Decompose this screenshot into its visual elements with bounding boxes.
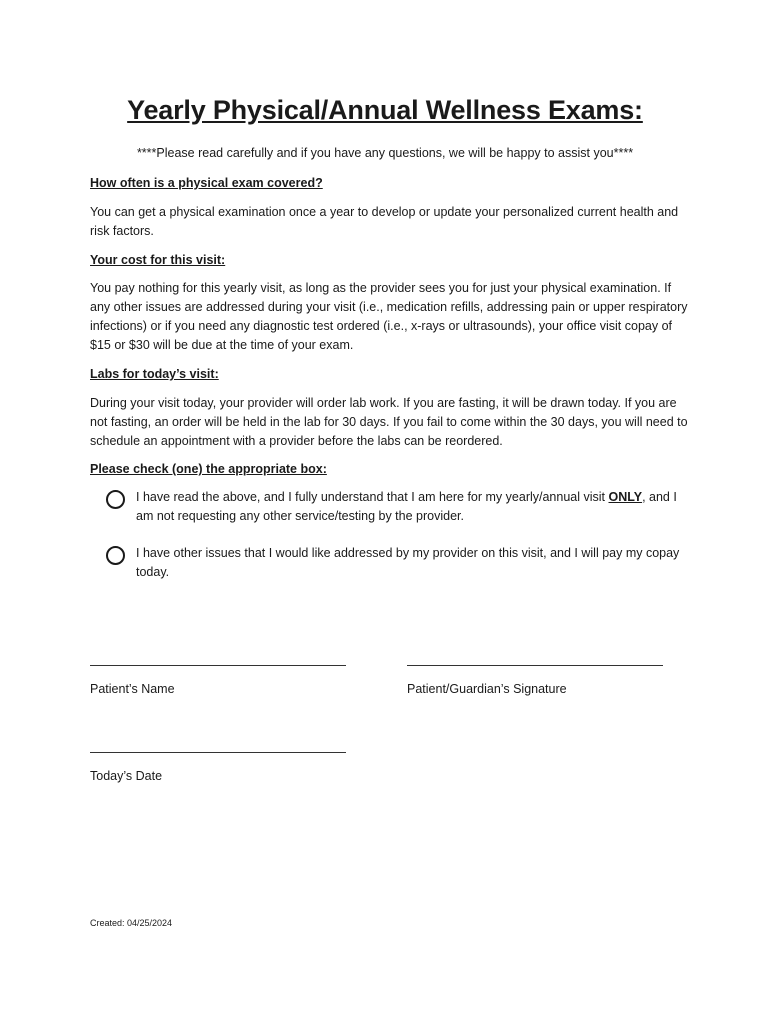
option-other-issues-label: I have other issues that I would like addressed by my provider on this visit, and I will pay my copay today. xyxy=(136,546,680,579)
section-heading-coverage: How often is a physical exam covered? xyxy=(90,176,323,190)
patient-name-line[interactable] xyxy=(90,665,346,666)
option-yearly-only-checkbox[interactable] xyxy=(106,490,125,509)
guardian-signature-label: Patient/Guardian’s Signature xyxy=(407,682,567,696)
checkbox-heading: Please check (one) the appropriate box: xyxy=(90,462,327,476)
intro-note: ****Please read carefully and if you have any questions, we will be happy to assist you**** xyxy=(136,146,634,160)
created-date: Created: 04/25/2024 xyxy=(90,918,173,928)
guardian-signature-line[interactable] xyxy=(407,665,663,666)
only-emphasis: ONLY xyxy=(608,490,643,504)
section-heading-cost: Your cost for this visit: xyxy=(90,253,226,267)
option-yearly-only-label: I have read the above, and I fully understand that I am here for my yearly/annual visit ONLY, and I am not requesting any other service/testing by the provider. xyxy=(136,490,677,523)
patient-name-label: Patient’s Name xyxy=(90,682,175,696)
todays-date-label: Today’s Date xyxy=(90,769,163,783)
section-heading-labs: Labs for today’s visit: xyxy=(90,367,219,381)
option-other-issues-checkbox[interactable] xyxy=(106,546,125,565)
section-body-coverage: You can get a physical examination once a year to develop or update your personalized current health and risk factors. xyxy=(90,205,679,238)
section-body-cost: You pay nothing for this yearly visit, as long as the provider sees you for just your physical examination. If any other issues are addressed during your visit (i.e., medication refills, addressing pain or upper respiratory infections) or if you need any diagnostic test ordered (i.e., x-rays or ultrasounds), your office visit copay of $15 or $30 will be due at the time of your exam. xyxy=(90,281,688,352)
page-title: Yearly Physical/Annual Wellness Exams: xyxy=(127,95,643,125)
todays-date-line[interactable] xyxy=(90,752,346,753)
section-body-labs: During your visit today, your provider will order lab work. If you are fasting, it will be drawn today. If you are not fasting, an order will be held in the lab for 30 days. If you fail to come within the 30 days, you will need to schedule an appointment with a provider before the labs can be reordered. xyxy=(90,396,688,448)
